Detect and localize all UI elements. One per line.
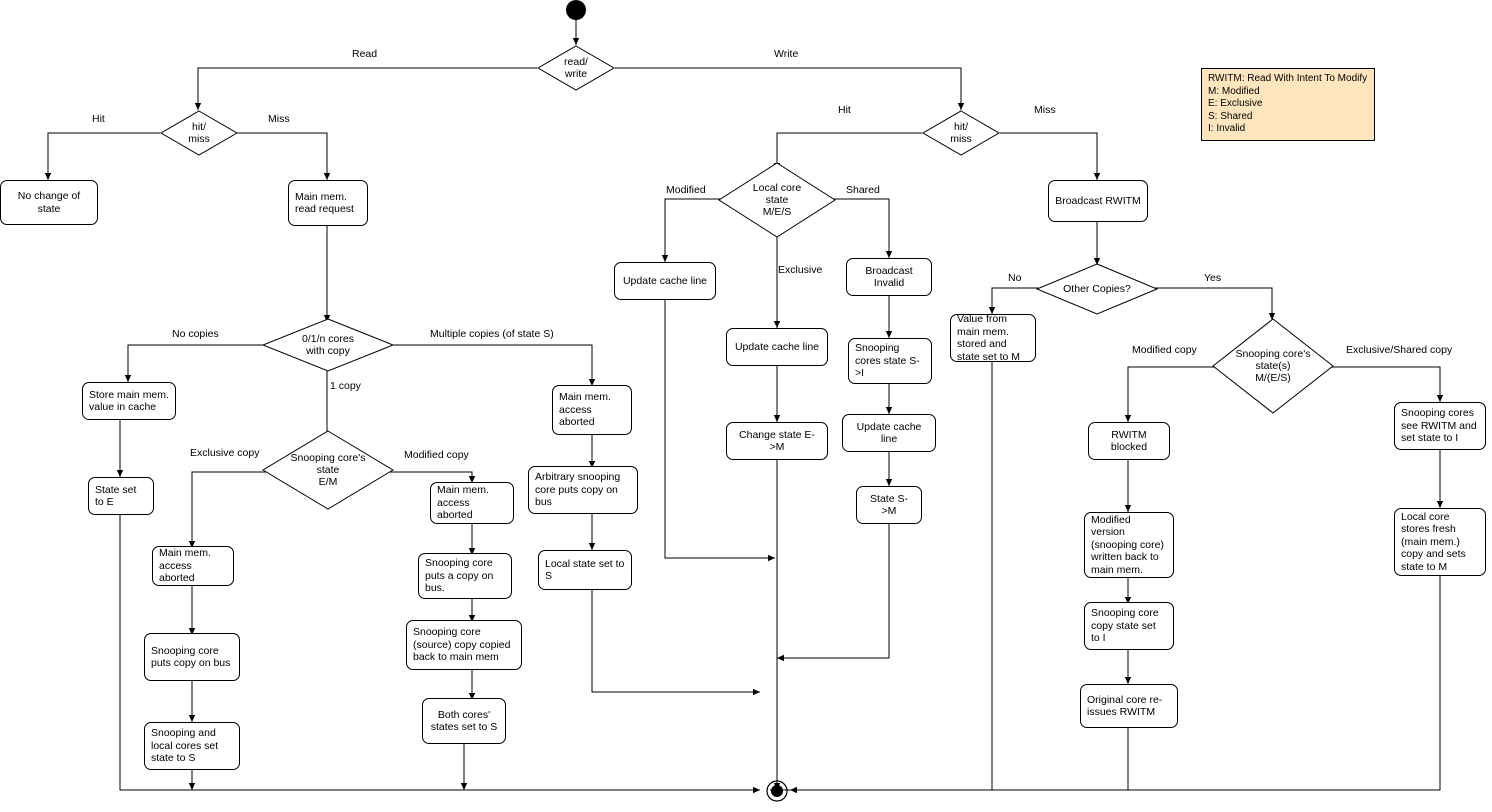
node-snooping-core-puts-copy-bus-2: Snooping core puts a copy on bus. — [418, 553, 512, 599]
node-main-mem-read-request: Main mem. read request — [288, 180, 368, 226]
decision-read-write — [537, 45, 615, 91]
decision-cores-with-copy — [262, 318, 394, 372]
edge-label-read: Read — [352, 48, 378, 60]
node-broadcast-rwitm: Broadcast RWITM — [1048, 180, 1148, 222]
decision-snooping-core-state-em-label: Snooping core's state E/M — [290, 452, 366, 488]
decision-cores-with-copy-label: 0/1/n cores with copy — [302, 333, 354, 357]
node-main-mem-abort-1: Main mem. access aborted — [152, 546, 234, 586]
legend-line-4: I: Invalid — [1208, 123, 1246, 135]
node-update-cache-line-3: Update cache line — [842, 414, 936, 452]
node-value-from-main-mem: Value from main mem. stored and state set to M — [950, 314, 1036, 362]
edge-label-modified-copy: Modified copy — [404, 449, 469, 461]
node-local-state-set-s: Local state set to S — [538, 550, 632, 590]
edge-label-no-copies: No copies — [172, 328, 219, 340]
node-update-cache-line-2: Update cache line — [726, 328, 828, 366]
node-state-set-to-e: State set to E — [88, 477, 154, 515]
node-main-mem-abort-2: Main mem. access aborted — [430, 482, 514, 524]
edge-label-hit-right: Hit — [838, 104, 851, 116]
decision-local-core-state — [718, 162, 836, 238]
edge-label-shared: Shared — [846, 184, 880, 196]
node-both-cores-set-s: Both cores' states set to S — [422, 698, 506, 744]
node-rwitm-blocked: RWITM blocked — [1088, 422, 1170, 460]
edge-label-multiple-copies: Multiple copies (of state S) — [430, 328, 554, 340]
node-snooping-local-set-s: Snooping and local cores set state to S — [144, 722, 240, 770]
edge-label-write: Write — [774, 48, 799, 60]
start-node — [566, 0, 586, 20]
edge-label-modified-copy-right: Modified copy — [1132, 344, 1197, 356]
node-snooping-cores-see-rwitm: Snooping cores see RWITM and set state to I — [1394, 402, 1486, 450]
decision-other-copies-label: Other Copies? — [1063, 283, 1131, 295]
node-change-state-e-m: Change state E->M — [726, 422, 828, 460]
legend-line-3: S: Shared — [1208, 110, 1253, 122]
decision-hit-miss-write — [922, 110, 1000, 156]
node-original-core-reissues: Original core re-issues RWITM — [1080, 684, 1178, 728]
end-node — [766, 780, 788, 802]
decision-read-write-label: read/ write — [564, 56, 588, 80]
edge-label-one-copy: 1 copy — [330, 380, 361, 392]
node-local-core-stores-fresh: Local core stores fresh (main mem.) copy and sets state to M — [1394, 508, 1486, 576]
node-broadcast-invalid: Broadcast Invalid — [846, 258, 932, 296]
decision-hit-miss-write-label: hit/ miss — [950, 121, 972, 145]
node-state-s-to-m: State S->M — [856, 486, 922, 524]
edge-label-exclusive-shared-copy: Exclusive/Shared copy — [1346, 344, 1453, 356]
node-store-main-mem-value: Store main mem. value in cache — [82, 382, 176, 420]
decision-hit-miss-read-label: hit/ miss — [188, 121, 210, 145]
edge-label-exclusive-copy: Exclusive copy — [190, 447, 260, 459]
edge-label-miss-right: Miss — [1034, 104, 1056, 116]
node-snooping-cores-s-to-i: Snooping cores state S->I — [848, 338, 932, 384]
edge-label-no: No — [1008, 272, 1022, 284]
decision-snooping-core-states — [1212, 318, 1334, 414]
legend-line-1: M: Modified — [1208, 85, 1260, 97]
node-update-cache-line-1: Update cache line — [614, 262, 716, 300]
decision-snooping-core-states-label: Snooping core's state(s) M/(E/S) — [1235, 348, 1311, 384]
node-modified-version-written-back: Modified version (snooping core) written back to main mem. — [1084, 512, 1174, 578]
decision-local-core-state-label: Local core state M/E/S — [752, 182, 802, 218]
legend-line-0: RWITM: Read With Intent To Modify — [1208, 73, 1368, 84]
decision-snooping-core-state-em — [262, 430, 394, 510]
edge-label-exclusive: Exclusive — [778, 264, 823, 276]
edge-label-miss-left: Miss — [268, 113, 290, 125]
decision-hit-miss-read — [160, 110, 238, 156]
node-no-change-of-state: No change of state — [0, 180, 98, 225]
edge-label-hit-left: Hit — [92, 113, 105, 125]
node-arbitrary-snooping-core: Arbitrary snooping core puts copy on bus — [528, 466, 638, 514]
node-snooping-core-copy-state-i: Snooping core copy state set to I — [1084, 602, 1174, 650]
decision-other-copies — [1036, 263, 1158, 315]
edge-label-yes: Yes — [1204, 272, 1222, 284]
edge-label-modified: Modified — [666, 184, 706, 196]
node-snooping-core-puts-copy-bus: Snooping core puts copy on bus — [144, 633, 240, 681]
legend-box — [1201, 68, 1375, 141]
node-main-mem-abort-3: Main mem. access aborted — [552, 385, 632, 435]
legend-line-2: E: Exclusive — [1208, 98, 1263, 110]
node-snooping-core-source-copy: Snooping core (source) copy copied back to main mem — [406, 620, 522, 670]
